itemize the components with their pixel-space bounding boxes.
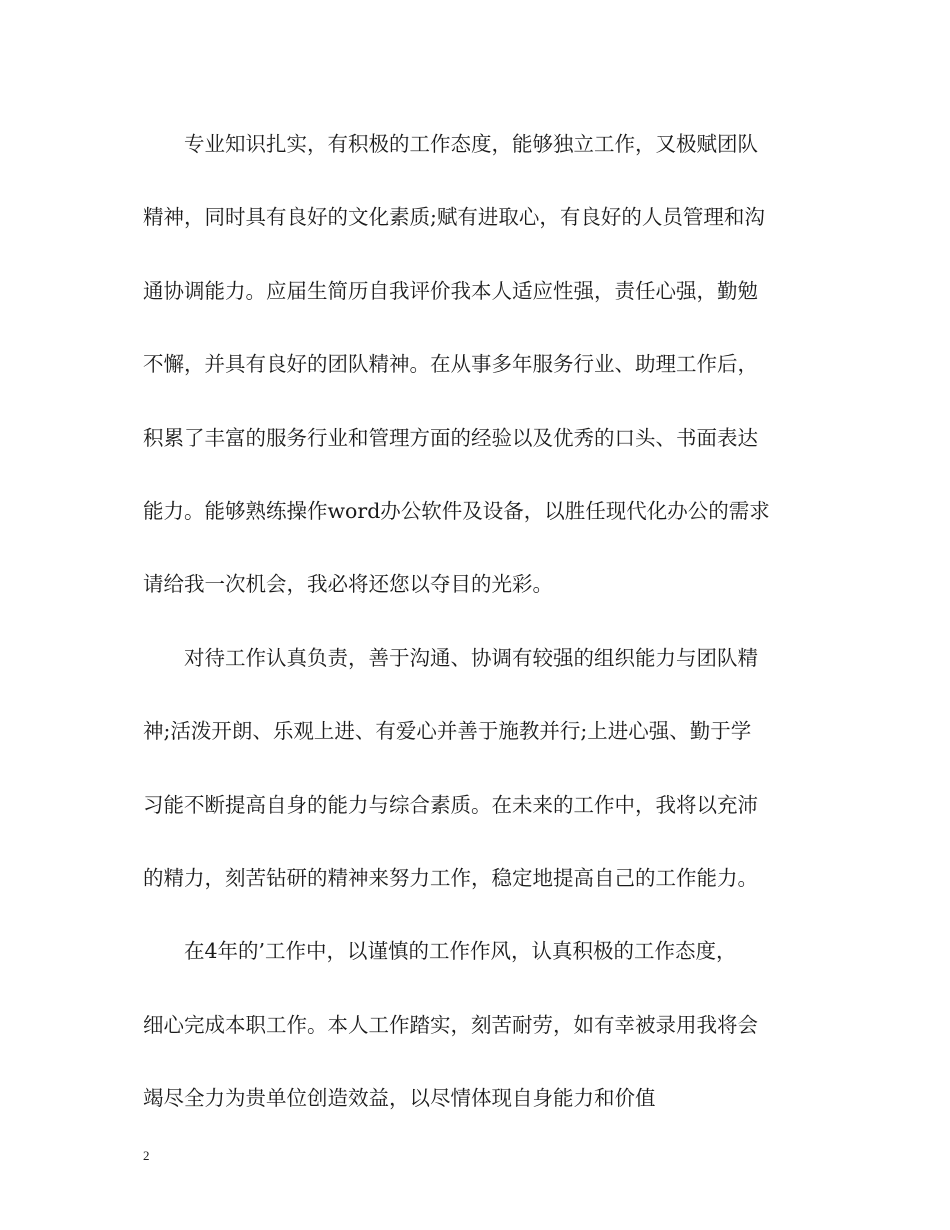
paragraph-1-line-3: 通协调能力。应届生简历自我评价我本人适应性强，责任心强，勤勉 bbox=[143, 278, 758, 303]
paragraph-2-line-2: 神;活泼开朗、乐观上进、有爱心并善于施教并行;上进心强、勤于学 bbox=[143, 719, 752, 744]
paragraph-1-line-1: 专业知识扎实，有积极的工作态度，能够独立工作，又极赋团队 bbox=[184, 132, 758, 156]
paragraph-1-line-5: 积累了丰富的服务行业和管理方面的经验以及优秀的口头、书面表达 bbox=[143, 425, 758, 450]
paragraph-1-line-4: 不懈，并具有良好的团队精神。在从事多年服务行业、助理工作后， bbox=[143, 352, 758, 377]
paragraph-3-line-1: 在4年的’工作中，以谨慎的工作作风，认真积极的工作态度， bbox=[184, 939, 737, 964]
paragraph-3-line-2: 细心完成本职工作。本人工作踏实，刻苦耐劳，如有幸被录用我将会 bbox=[143, 1012, 758, 1037]
paragraph-2-line-3: 习能不断提高自身的能力与综合素质。在未来的工作中，我将以充沛 bbox=[143, 792, 758, 817]
paragraph-3-line-3: 竭尽全力为贵单位创造效益，以尽情体现自身能力和价值 bbox=[143, 1086, 656, 1111]
paragraph-2-line-1: 对待工作认真负责，善于沟通、协调有较强的组织能力与团队精 bbox=[184, 645, 758, 670]
paragraph-1-line-7: 请给我一次机会，我必将还您以夺目的光彩。 bbox=[143, 572, 553, 597]
page-number: 2 bbox=[143, 1148, 150, 1163]
paragraph-2-line-4: 的精力，刻苦钻研的精神来努力工作，稳定地提高自己的工作能力。 bbox=[143, 865, 758, 890]
paragraph-1-line-6: 能力。能够熟练操作word办公软件及设备，以胜任现代化办公的需求 bbox=[143, 498, 770, 523]
paragraph-1-line-2: 精神，同时具有良好的文化素质;赋有进取心，有良好的人员管理和沟 bbox=[143, 205, 765, 230]
body-text bbox=[143, 124, 808, 1151]
